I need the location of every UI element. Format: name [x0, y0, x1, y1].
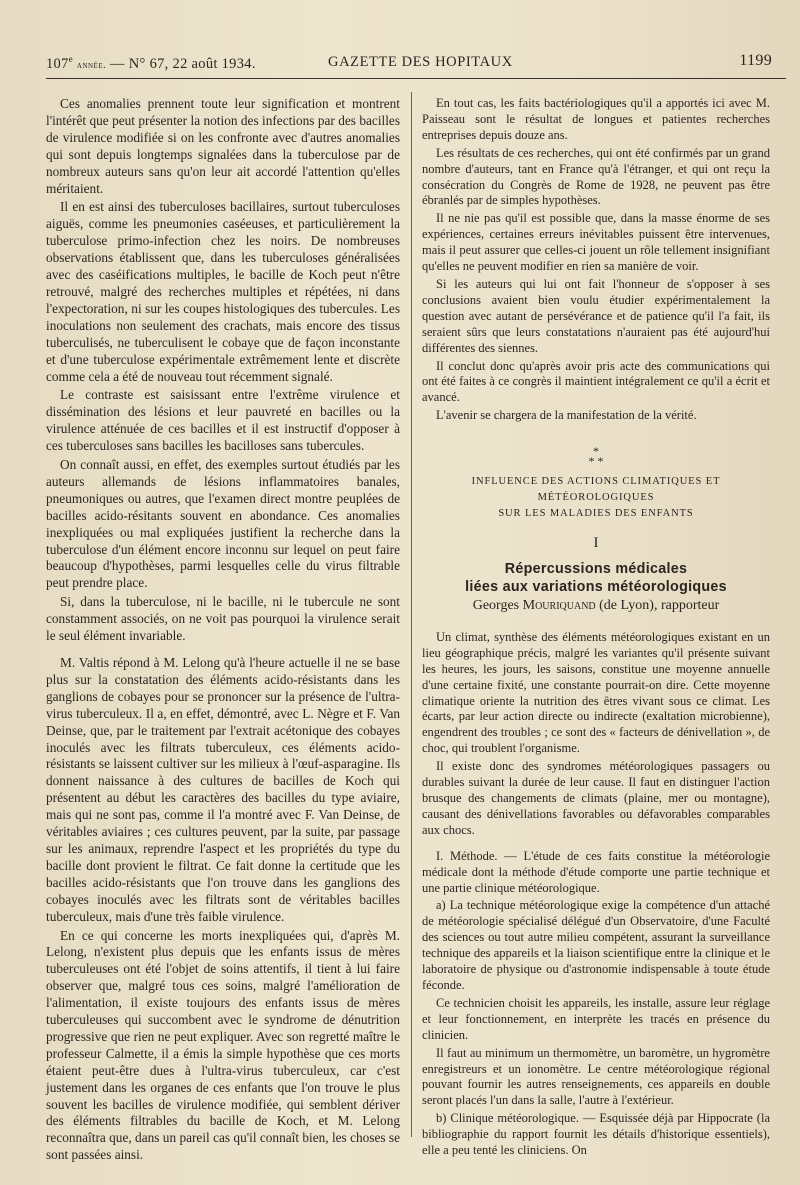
section-title-line: SUR LES MALADIES DES ENFANTS: [498, 508, 694, 520]
paragraph: Il faut au minimum un thermomètre, un baromètre, un hygromètre enregistreurs et un ionomètre. Le centre météorologique régional pouvant fournir les autres renseignements, ces appareils en double seront placés l'un dans la salle, l'autre à l'extérieur.: [422, 1045, 770, 1108]
year-word: année.: [76, 59, 107, 71]
paragraph: Les résultats de ces recherches, qui ont été confirmés par un grand nombre d'auteurs, tant en France qu'à l'étranger, et qui ont reçu la consécration du Congrès de Rome de 1928, ne peuvent pas être ébranlés par de simples hypothèses.: [422, 145, 770, 208]
left-column: [46, 96, 400, 1166]
issue-info: [46, 54, 256, 73]
paragraph: M. Valtis répond à M. Lelong qu'à l'heure actuelle il ne se base plus sur la constatation des éléments acido-résistants dans les ganglions de cobayes pour se prononcer sur la présence de l'ultra-virus tuberculeux. Il a, en effet, démontré, avec L. Nègre et F. Van Deinse, que, par le traitement par l'extrait acétonique des cobayes inoculés avec les filtrats tuberculeux, ces éléments acido-résistants se laissent cultiver sur les milieux à l'œuf-asparagine. Ils donnent naissance à des cultures de bacilles de Koch qui présentent au début les caractères des bacilles du type aviaire, mais qui ne sont pas, comme il l'a montré avec F. Van Deinse, de véritables aviaires ; ces cultures peuvent, par la suite, par passage sur les animaux, reprendre l'aspect et les propriétés du type du bacille dont provient le filtrat. Ce fait donne la certitude que les bacilles acido-résistants que l'on trouve dans les ganglions des cobayes inoculés avec les filtrats sont de véritables bacilles tuberculeux, mais d'une très faible virulence.: [46, 655, 400, 924]
section-title: [422, 474, 770, 522]
paragraph: a) La technique météorologique exige la compétence d'un attaché de météorologie spécialisé délégué d'un Observatoire, d'une Faculté des sciences ou tout autre milieu compétent, assurant la surveillance technique des appareils et la liaison scientifique entre la clinique et le laboratoire de physique ou d'astronomie indispensable à toute étude féconde.: [422, 898, 770, 992]
author-affiliation: (de Lyon), rapporteur: [599, 598, 720, 614]
page-number: 1199: [739, 52, 772, 69]
article-title: [422, 560, 770, 596]
paragraph: Si, dans la tuberculose, ni le bacille, ni le tubercule ne sont constamment associés, on ne voit pas pourquoi la virulence serait le seul élément invariable.: [46, 594, 400, 644]
right-column: [422, 96, 770, 1161]
author-byline: [422, 598, 770, 614]
section-title-line: INFLUENCE DES ACTIONS CLIMATIQUES ET MÉTÉOROLOGIQUES: [471, 476, 721, 504]
paragraph: Il existe donc des syndromes météorologiques passagers ou durables suivant la durée de leur cause. Il faut en distinguer l'action brusque des changements de climats (plaine, mer ou montagne), causant des dénivellations favorables ou défavorables comparables aux chocs.: [422, 759, 770, 837]
paragraph: Ces anomalies prennent toute leur signification et montrent l'intérêt que peut présenter la notion des infections par des bacilles de virulence modifiée si on les confronte avec d'autres anomalies qui sont depuis longtemps signalées dans la tuberculose par de nombreux auteurs sans qu'on leur ait accordé l'attention qu'elles méritaient.: [46, 96, 400, 196]
paragraph: b) Clinique météorologique. — Esquissée déjà par Hippocrate (la bibliographie du rapport fournit les détails d'historique essentiels), elle a peu tenté les cliniciens. On: [422, 1111, 770, 1158]
report-number: I: [593, 535, 599, 552]
paragraph: Ce technicien choisit les appareils, les installe, assure leur réglage et leur fonctionnement, en interprète les tracés en présence du clinicien.: [422, 995, 770, 1042]
article-title-line: Répercussions médicales: [504, 561, 688, 578]
journal-title: GAZETTE DES HOPITAUX: [328, 54, 513, 70]
header-rule: [46, 78, 786, 79]
page-header: [46, 54, 772, 76]
paragraph: Il conclut donc qu'après avoir pris acte des communications qui ont été faites à ce congrès il maintient intégralement ce qu'il a écrit et avancé.: [422, 358, 770, 405]
author-last-name: Mouriquand: [522, 598, 596, 614]
paragraph: Si les auteurs qui lui ont fait l'honneur de s'opposer à ses conclusions avaient bien voulu étudier expérimentalement la question avec autant de persévérance et de patience qu'il l'a fait, ils seraient sûrs que leurs constatations n'auraient pas été aujourd'hui différentes des siennes.: [422, 276, 770, 355]
paragraph: En ce qui concerne les morts inexpliquées qui, d'après M. Lelong, n'existent plus depuis que les enfants issus de mères tuberculeuses ont été l'objet de soins attentifs, il tient à lui faire observer que, malgré tous ces soins, malgré l'amélioration de l'alimentation, il existe toujours des enfants issus de mères tuberculeuses qui succombent avec le syndrome de dénutrition progressive que rien ne peut expliquer. Avec son regretté maître le professeur Calmette, il a émis la simple hypothèse que ces morts étaient peut-être dues à l'ultra-virus tuberculeux, car c'est justement dans les organes de ces enfants que l'on trouve le plus souvent les bacilles de virulence modifiée, qui semblent dériver des éléments filtrables du bacille de Koch, et M. Lelong reconnaîtra que, dans un pareil cas qu'il connaît bien, les choses se sont passées ainsi.: [46, 927, 400, 1163]
year-suffix: e: [68, 54, 73, 64]
paragraph: L'avenir se chargera de la manifestation de la vérité.: [436, 408, 697, 423]
year-number: 107: [46, 55, 69, 72]
article-title-line: liées aux variations météorologiques: [465, 579, 727, 596]
paragraph: Il ne nie pas qu'il est possible que, dans la masse énorme de ses expériences, certaines erreurs inévitables puissent être intervenues, mais il peut assurer que celles-ci jouent un rôle tellement insignifiant qu'elles ne peuvent modifier en rien sa manière de voir.: [422, 211, 770, 274]
paragraph: Un climat, synthèse des éléments météorologiques existant en un lieu géographique précis, malgré les variantes qu'il présente suivant les heures, les jours, les saisons, constitue une moyenne annuelle d'une certaine fixité, une constante pourrait-on dire. Cette moyenne climatique oriente la nutrition des êtres vivant sous ce climat. Les écarts, par leur action directe ou indirecte (exaltation microbienne), engendrent des troubles ; ce sont des « facteurs de dénivellation », de choc, qui troublent l'organisme.: [422, 629, 770, 756]
paragraph: En tout cas, les faits bactériologiques qu'il a apportés ici avec M. Paisseau sont le résultat de longues et patientes recherches entreprises depuis douze ans.: [422, 96, 770, 142]
section-separator: * * *: [588, 444, 604, 469]
paragraph: I. Méthode. — L'étude de ces faits constitue la météorologie médicale dont la méthode d'étude comporte une partie technique et une partie clinique météorologique.: [422, 848, 770, 895]
paragraph: On connaît aussi, en effet, des exemples surtout étudiés par les auteurs allemands de lésions inflammatoires banales, pneumoniques ou autres, que l'examen direct montre peuplées de bacilles acido-résitants souvent en abondance. Ces anomalies inexpliquées ou mal expliquées justifient la recherche dans la tuberculose d'un élément encore inconnu sur lequel on peut faire beaucoup d'hypothèses, parmi lesquelles celle du virus filtrable peut prendre place.: [46, 457, 400, 591]
paragraph: Il en est ainsi des tuberculoses bacillaires, surtout tuberculoses aiguës, comme les pneumonies caséeuses, et particulièrement la tuberculose primo-infection chez les noirs. De nombreuses observations établissent que, dans les tuberculoses généralisées avec des caséifications multiples, le bacille de Koch peut n'être retrouvé, malgré des recherches multiples et répétées, ni dans l'expectoration, ni sur les coupes histologiques des tubercules. Les inoculations non seulement des crachats, mais encore des tissus tuberculisés, ne tuberculisent le cobaye que de façon inconstante et d'une tuberculose expérimentale extrêmement lente et discrète comme cela a été de nouveau tout récemment signalé.: [46, 199, 400, 384]
author-first-name: Georges: [472, 598, 520, 614]
paragraph: Le contraste est saisissant entre l'extrême virulence et dissémination des lésions et leur pauvreté en bacilles ou la virulence atténuée de ces bacilles et il est instructif d'opposer à ces tuberculoses sans bacilles les bacilloses sans tubercules.: [46, 387, 400, 454]
issue-number-date: — N° 67, 22 août 1934.: [110, 55, 256, 72]
column-divider: [411, 92, 412, 1137]
